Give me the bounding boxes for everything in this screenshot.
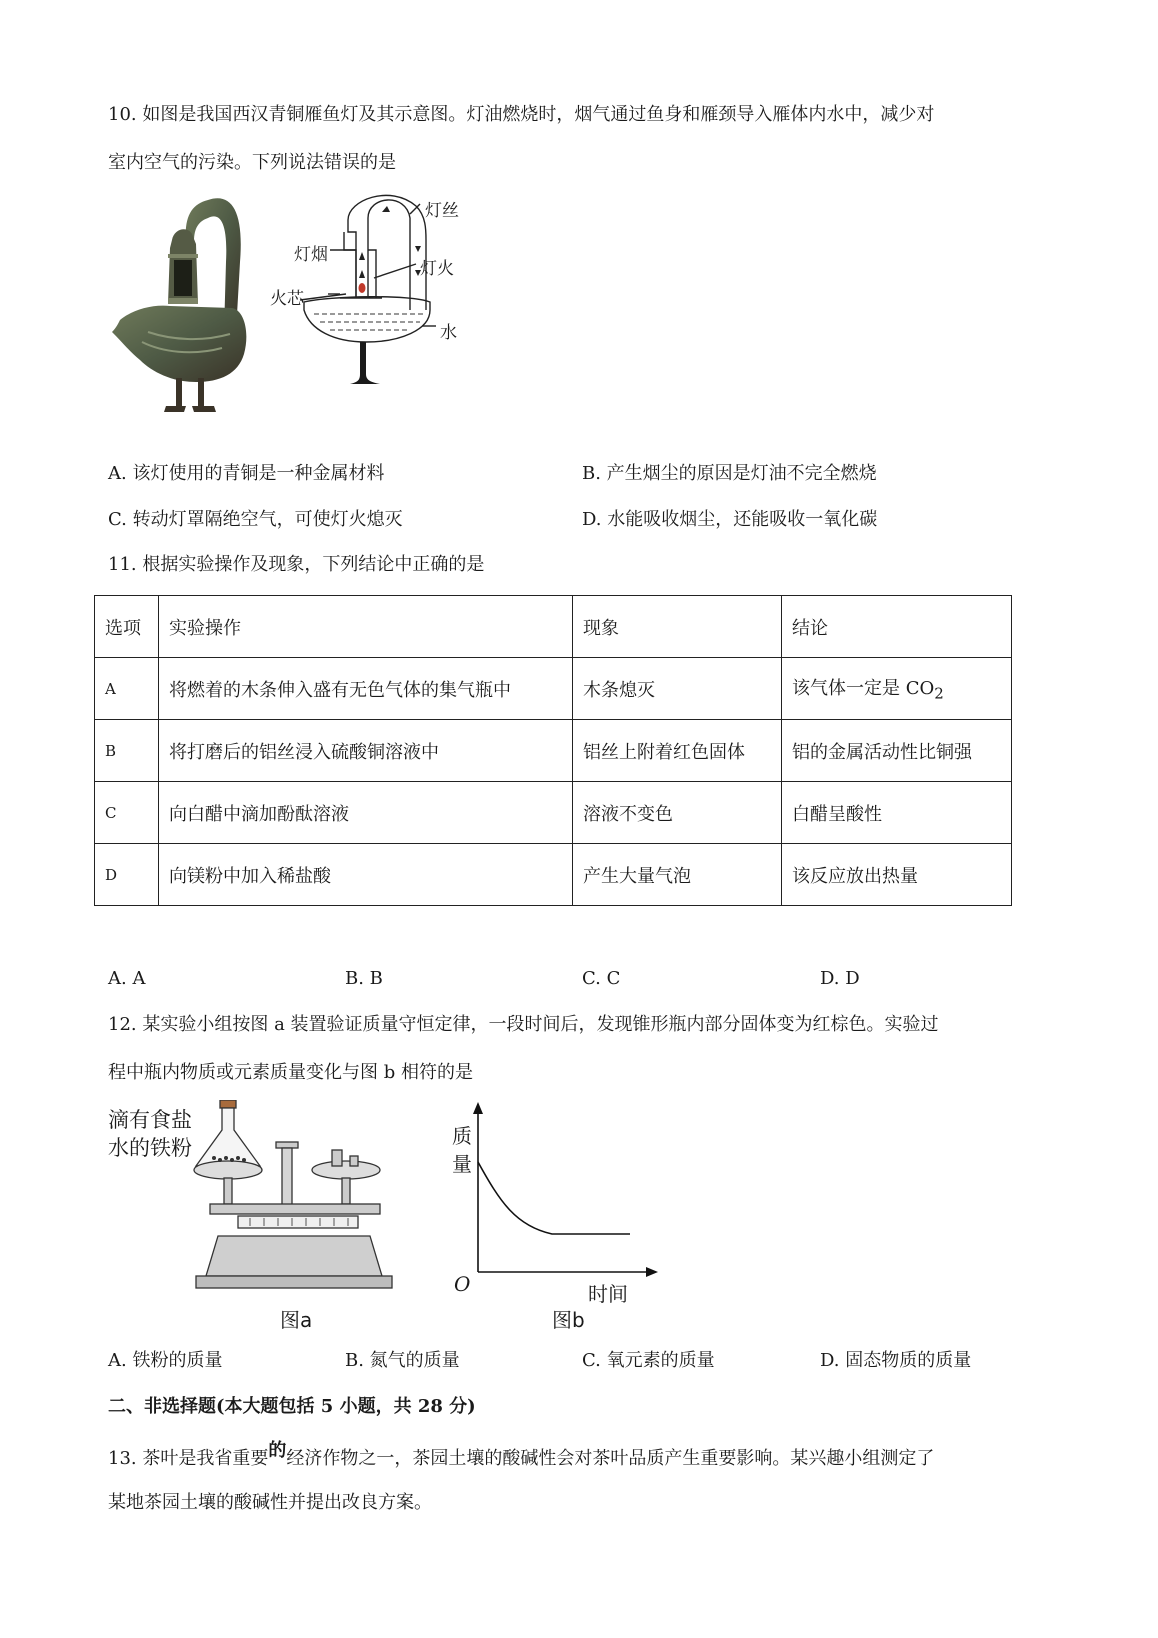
q12-stem-line2: 程中瓶内物质或元素质量变化与图 b 相符的是 [108, 1062, 473, 1083]
q13-text-part1: 13. 茶叶是我省重要 [108, 1448, 269, 1469]
bronze-lamp-photo [112, 192, 257, 417]
q12-option-d: D. 固态物质的质量 [820, 1350, 972, 1371]
q11-option-c: C. C [582, 968, 621, 989]
section2-title: 二、非选择题(本大题包括 5 小题，共 28 分) [108, 1396, 476, 1417]
table-header-cell: 选项 [95, 596, 159, 658]
q10-option-b: B. 产生烟尘的原因是灯油不完全燃烧 [582, 463, 877, 484]
label-deng-si: 灯丝 [425, 201, 459, 221]
co2-subscript: 2 [934, 684, 944, 703]
decreasing-mass-curve [478, 1162, 630, 1234]
table-row [95, 844, 1012, 906]
table-cell: 向白醋中滴加酚酞溶液 [159, 782, 573, 844]
table-cell: 铝丝上附着红色固体 [573, 720, 782, 782]
q10-option-a: A. 该灯使用的青铜是一种金属材料 [108, 463, 385, 484]
q11-option-b: B. B [345, 968, 383, 989]
fig-a-label-line1: 滴有食盐 [108, 1108, 192, 1132]
fig-a-label-line2: 水的铁粉 [108, 1136, 192, 1160]
table-header-cell: 实验操作 [159, 596, 573, 658]
label-huo-xin: 火芯 [270, 289, 304, 309]
balance-flask-figure [190, 1100, 400, 1292]
table-cell: 向镁粉中加入稀盐酸 [159, 844, 573, 906]
q11-table [94, 595, 1012, 906]
q12-option-c: C. 氧元素的质量 [582, 1350, 715, 1371]
label-deng-yan: 灯烟 [294, 245, 328, 265]
table-cell: 将燃着的木条伸入盛有无色气体的集气瓶中 [159, 658, 573, 720]
mass-time-graph [440, 1102, 660, 1282]
q11-stem: 11. 根据实验操作及现象，下列结论中正确的是 [108, 554, 485, 575]
table-header-row [95, 596, 1012, 658]
table-cell: 铝的金属活动性比铜强 [782, 720, 1012, 782]
table-row [95, 782, 1012, 844]
table-row [95, 720, 1012, 782]
q10-option-d: D. 水能吸收烟尘，还能吸收一氧化碳 [582, 509, 878, 530]
q10-stem-line1: 10. 如图是我国西汉青铜雁鱼灯及其示意图。灯油燃烧时，烟气通过鱼身和雁颈导入雁体内水中，减少对 [108, 104, 935, 125]
table-cell: B [95, 720, 159, 782]
table-cell [782, 658, 1012, 720]
table-cell: 将打磨后的铝丝浸入硫酸铜溶液中 [159, 720, 573, 782]
table-header-cell: 现象 [573, 596, 782, 658]
graph-xlabel: 时间 [588, 1282, 628, 1306]
table-cell: 产生大量气泡 [573, 844, 782, 906]
label-deng-huo: 灯火 [420, 259, 454, 279]
q13-stem-line2: 某地茶园土壤的酸碱性并提出改良方案。 [108, 1492, 432, 1513]
table-cell: 溶液不变色 [573, 782, 782, 844]
q13-text-de: 的 [268, 1440, 287, 1461]
table-cell: C [95, 782, 159, 844]
table-header-cell: 结论 [782, 596, 1012, 658]
graph-ylabel-2: 量 [452, 1152, 472, 1176]
q12-option-a: A. 铁粉的质量 [108, 1350, 223, 1371]
q12-stem-line1: 12. 某实验小组按图 a 装置验证质量守恒定律，一段时间后，发现锥形瓶内部分固体变为红棕色。实验过 [108, 1014, 939, 1035]
q10-stem-line2: 室内空气的污染。下列说法错误的是 [108, 152, 396, 173]
table-cell: D [95, 844, 159, 906]
table-cell: 木条熄灭 [573, 658, 782, 720]
q10-option-c: C. 转动灯罩隔绝空气，可使灯火熄灭 [108, 509, 403, 530]
lamp-schematic-diagram [270, 190, 500, 405]
conclusion-text: 该气体一定是 CO [792, 678, 935, 700]
table-cell: 该反应放出热量 [782, 844, 1012, 906]
q12-option-b: B. 氮气的质量 [345, 1350, 460, 1371]
table-cell: A [95, 658, 159, 720]
table-cell: 白醋呈酸性 [782, 782, 1012, 844]
fig-b-caption: 图b [552, 1308, 585, 1332]
label-shui: 水 [440, 323, 457, 343]
q11-option-a: A. A [108, 968, 146, 989]
q11-option-d: D. D [820, 968, 860, 989]
graph-ylabel-1: 质 [452, 1124, 472, 1148]
graph-origin: O [454, 1272, 471, 1296]
fig-a-caption: 图a [280, 1308, 313, 1332]
q13-text-part2: 经济作物之一，茶园土壤的酸碱性会对茶叶品质产生重要影响。某兴趣小组测定了 [286, 1448, 935, 1469]
table-row [95, 658, 1012, 720]
q13-stem-line1 [108, 1440, 935, 1470]
